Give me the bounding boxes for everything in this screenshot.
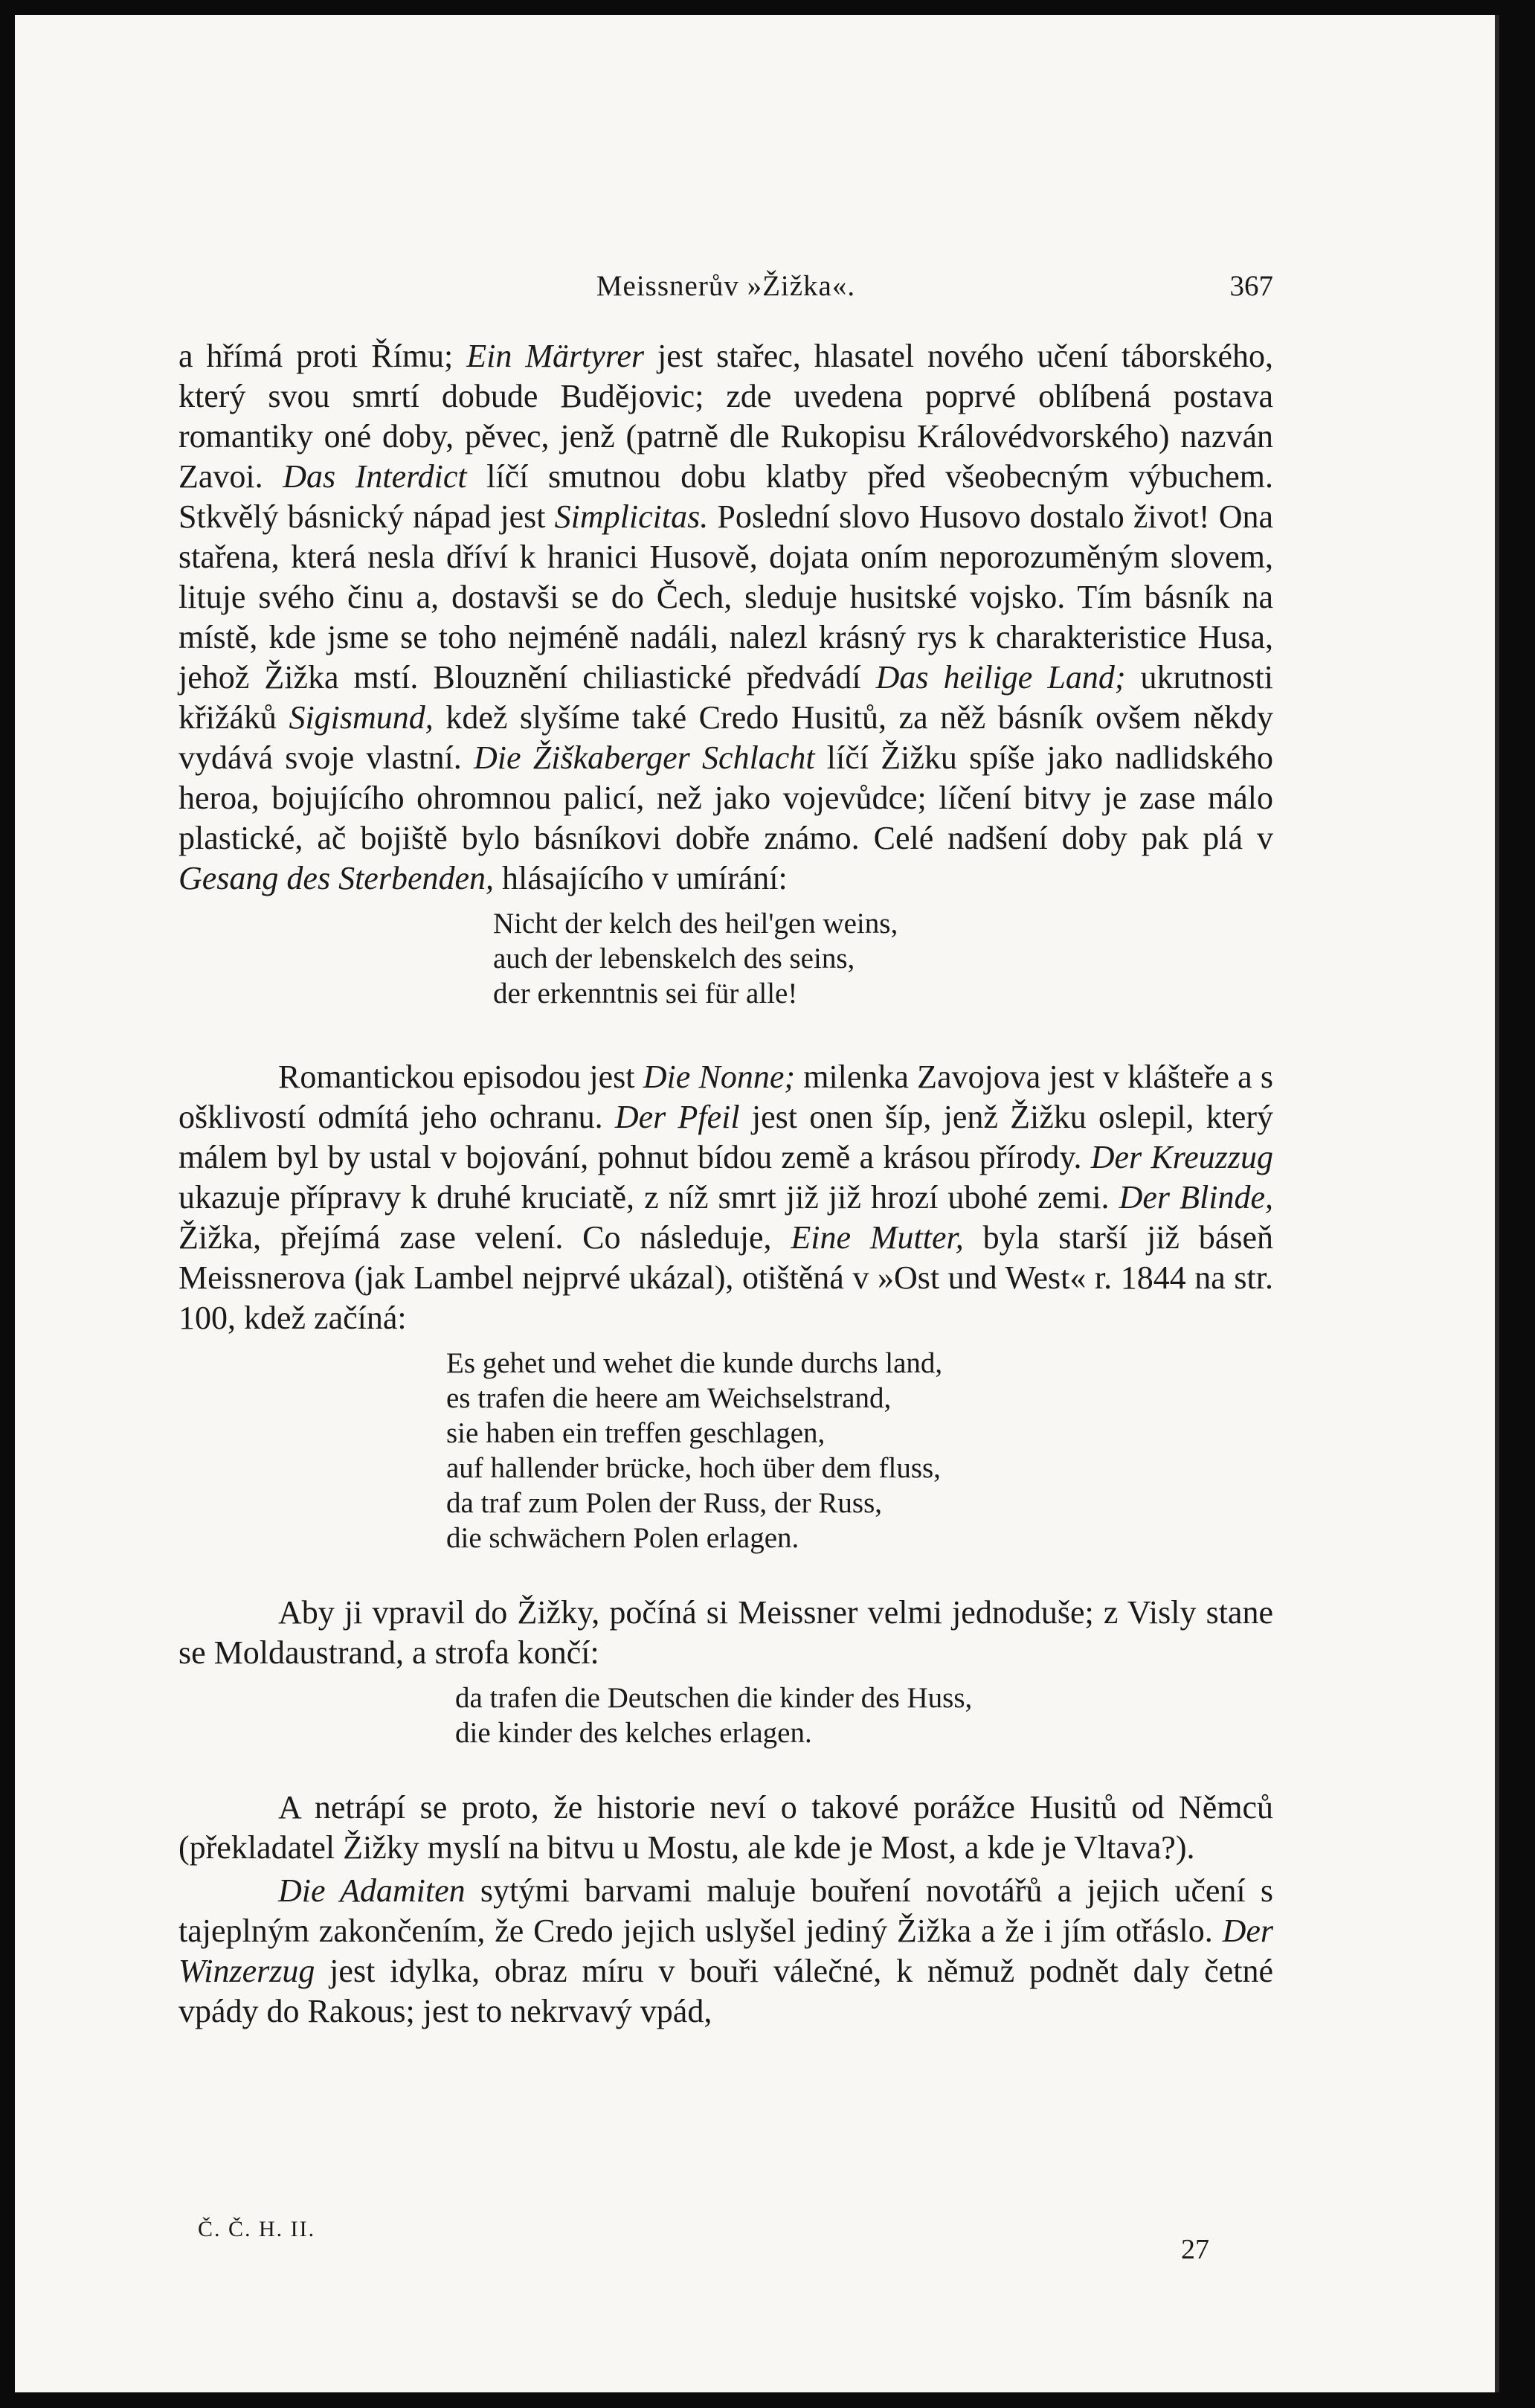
- verse-line: Nicht der kelch des heil'gen weins,: [493, 908, 898, 940]
- verse-line: Es gehet und wehet die kunde durchs land,: [446, 1347, 943, 1379]
- page-body: [178, 336, 1273, 2032]
- work-title: Der Winzerzug: [178, 1913, 1273, 1989]
- paragraph-5: Die Adamiten sytými barvami maluje bouření novotářů a jejich učení s tajeplným zakončením, že Credo jejich uslyšel jediný Žižka a že i jím otřáslo. Der Winzerzug jest idylka, obraz míru v bouři válečné, k němuž podnět daly četné vpády do Rakous; jest to nekrvavý vpád,: [178, 1872, 1274, 2029]
- work-title: Die Žiškaberger Schlacht: [474, 739, 815, 776]
- paragraph-3: Aby ji vpravil do Žižky, počíná si Meissner velmi jednoduše; z Visly stane se Moldaustrand, a strofa končí:: [178, 1594, 1273, 1671]
- page-footer: [198, 2217, 1209, 2265]
- page-header: [178, 269, 1273, 314]
- book-page: [15, 15, 1499, 2392]
- verse-quote-2: [446, 1346, 1273, 1555]
- paragraph-2: Romantickou episodou jest Die Nonne; milenka Zavojova jest v klášteře a s ošklivostí odmítá jeho ochranu. Der Pfeil jest onen šíp, jenž Žižku oslepil, který málem byl by ustal v bojování, pohnut bídou země a krásou přírody. Der Kreuzzug ukazuje přípravy k druhé kruciatě, z níž smrt již již hrozí ubohé zemi. Der Blinde, Žižka, přejímá zase velení. Co následuje, Eine Mutter, byla starší již báseň Meissnerova (jak Lambel nejprvé ukázal), otištěná v »Ost und West« r. 1844 na str. 100, kdež začíná:: [178, 1059, 1274, 1336]
- verse-line: sie haben ein treffen geschlagen,: [446, 1417, 826, 1449]
- work-title: Die Nonne;: [643, 1059, 795, 1095]
- verse-line: der erkenntnis sei für alle!: [493, 977, 798, 1009]
- work-title: Ein Märtyrer: [466, 338, 645, 374]
- verse-line: da trafen die Deutschen die kinder des Huss,: [455, 1682, 973, 1714]
- verse-line: die kinder des kelches erlagen.: [455, 1717, 812, 1749]
- running-title: Meissnerův »Žižka«.: [596, 270, 856, 302]
- work-title: Das heilige Land;: [875, 659, 1126, 696]
- verse-quote-1: [493, 906, 1273, 1011]
- signature-mark: Č. Č. H. II.: [198, 2217, 316, 2241]
- work-title: Die Adamiten: [278, 1872, 466, 1909]
- sheet-number: 27: [1181, 2234, 1209, 2265]
- verse-line: da traf zum Polen der Russ, der Russ,: [446, 1487, 882, 1519]
- paragraph-4: A netrápí se proto, že historie neví o takové porážce Husitů od Němců (překladatel Žižky myslí na bitvu u Mostu, ale kde je Most, a kde je Vltava?).: [178, 1789, 1273, 1866]
- work-title: Gesang des Sterbenden,: [178, 860, 495, 896]
- verse-line: auch der lebenskelch des seins,: [493, 943, 855, 975]
- work-title: Der Pfeil: [614, 1099, 740, 1135]
- paragraph-1: a hřímá proti Římu; Ein Märtyrer jest stařec, hlasatel nového učení táborského, který svou smrtí dobude Budějovic; zde uvedena poprvé oblíbená postava romantiky oné doby, pěvec, jenž (patrně dle Rukopisu Královédvorského) nazván Zavoi. Das Interdict líčí smutnou dobu klatby před všeobecným výbuchem. Stkvělý básnický nápad jest Simplicitas. Poslední slovo Husovo dostalo život! Ona stařena, která nesla dříví k hranici Husově, dojata oním neporozuměným slovem, lituje svého činu a, dostavši se do Čech, sleduje husitské vojsko. Tím básník na místě, kde jsme se toho nejméně nadáli, nalezl krásný rys k charakteristice Husa, jehož Žižka mstí. Blouznění chiliastické předvádí Das heilige Land; ukrutnosti křižáků Sigismund, kdež slyšíme také Credo Husitů, za něž básník ovšem někdy vydává svoje vlastní. Die Žiškaberger Schlacht líčí Žižku spíše jako nadlidského heroa, bojujícího ohromnou palicí, než jako vojevůdce; líčení bitvy je zase málo plastické, ač bojiště bylo básníkovi dobře známo. Celé nadšení doby pak plá v Gesang des Sterbenden, hlásajícího v umírání:: [178, 338, 1274, 896]
- work-title: Simplicitas.: [554, 498, 709, 535]
- work-title: Sigismund,: [289, 699, 434, 736]
- verse-line: die schwächern Polen erlagen.: [446, 1522, 799, 1554]
- work-title: Eine Mutter,: [791, 1219, 964, 1256]
- work-title: Der Kreuzzug: [1090, 1139, 1274, 1175]
- page-number: 367: [1229, 270, 1273, 302]
- work-title: Der Blinde,: [1119, 1179, 1273, 1216]
- verse-quote-3: [455, 1680, 1273, 1750]
- verse-line: es trafen die heere am Weichselstrand,: [446, 1382, 892, 1414]
- work-title: Das Interdict: [283, 458, 467, 495]
- verse-line: auf hallender brücke, hoch über dem fluss,: [446, 1452, 941, 1484]
